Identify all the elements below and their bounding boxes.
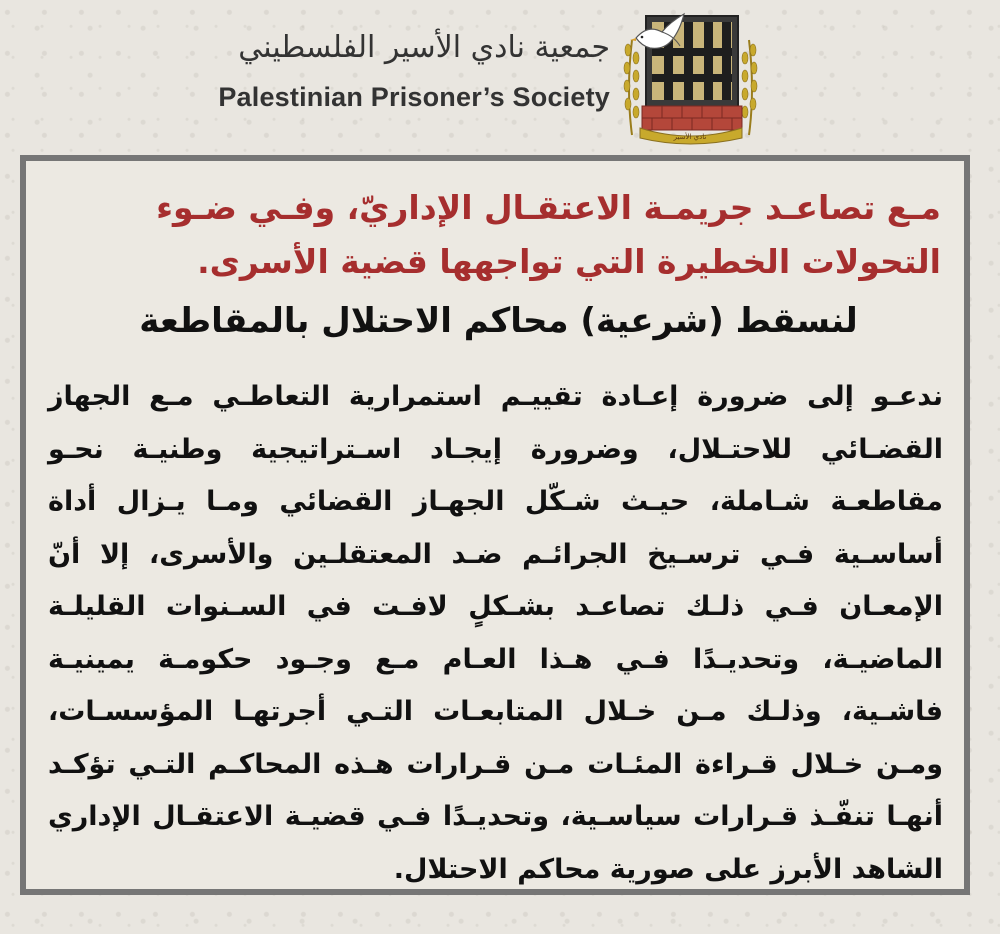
organization-logo [618,10,763,145]
body-paragraph: ندعـو إلى ضرورة إعـادة تقييـم استمرارية التعاطـي مـع الجهاز القضـائي للاحتـلال، وضرورة إيجـاد اسـتراتيجية وطنيـة نحـو مقاطعـة شـاملة، حيـث شـكّل الجهـاز القضائي ومـا يـزال أداة أساسـية فـي ترسـيخ الجرائـم ضـد المعتقلـين والأسرى، إلا أنّ الإمعـان فـي ذلـك تصاعـد بشـكلٍ لافـت في السـنوات القليلـة الماضيـة، وتحديـدًا فـي هـذا العـام مـع وجـود حكومـة يمينيـة فاشـية، وذلـك مـن خـلال المتابعـات التـي أجرتهـا المؤسسـات، ومـن خـلال قـراءة المئـات مـن قـرارات هـذه المحاكـم التـي تؤكـد أنهـا تنفّـذ قـرارات سياسـية، وتحديـدًا فـي قضيـة الاعتقـال الإداري الشاهد الأبرز على صورية محاكم الاحتلال. [48,381,943,885]
wheat-left-icon [624,40,639,135]
org-name-english: Palestinian Prisoner’s Society [218,82,610,112]
brick-wall-icon [642,106,742,130]
subtitle: لنسقط (شرعية) محاكم الاحتلال بالمقاطعة [139,301,858,341]
headline: مـع تصاعـد جريمـة الاعتقـال الإداريّ، وفـي ضـوء التحولات الخطيرة التي تواجهها قضية الأسرى. [156,188,941,281]
statement-frame [20,155,970,895]
wheat-right-icon [742,40,757,135]
logo-ribbon-text: نادي الأسير [673,133,707,141]
header [0,0,1000,150]
org-name-arabic: جمعية نادي الأسير الفلسطيني [238,30,610,65]
